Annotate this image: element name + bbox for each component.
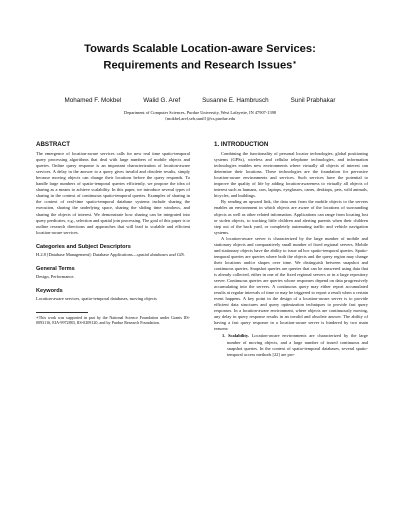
keywords-heading: Keywords xyxy=(36,287,63,294)
abstract-heading: ABSTRACT xyxy=(36,141,71,148)
categories-heading: Categories and Subject Descriptors xyxy=(36,243,131,250)
footnote: ∗This work was supported in part by the National Science Foundation under Grants IIS-0093116, EIA-9972883, IIS-0209120, and by Purdue Research Foundation. xyxy=(36,314,190,326)
affiliation-department: Department of Computer Sciences, Purdue University, West Lafayette, IN 47907-1398 xyxy=(123,110,277,115)
right-column xyxy=(214,142,368,358)
affiliation-emails: {mokbel,aref,seh,sunil}@cs.purdue.edu xyxy=(164,116,236,121)
general-terms-heading: General Terms xyxy=(36,265,75,272)
title-line-2: Requirements and Research Issues∗ xyxy=(103,59,297,72)
title-line-1: Towards Scalable Location-aware Services: xyxy=(84,43,316,55)
introduction-heading: 1. INTRODUCTION xyxy=(214,141,269,148)
list-item-text: Location-aware environments are characterized by the large number of moving objects, and a large number of issued continuous and snapshot queries. In the context of spatio-temporal databases, several spatio-temporal access methods [22] are pro- xyxy=(227,333,368,357)
author-list xyxy=(0,97,400,104)
footnote-rule xyxy=(36,312,88,313)
list-item-label: 1. Scalability. xyxy=(222,333,249,339)
reasons-list xyxy=(222,333,368,357)
author-name: Walid G. Aref xyxy=(143,97,181,104)
keywords-text: Location-aware services, spatio-temporal databases, moving objects xyxy=(36,295,157,301)
abstract-text: The emergence of location-aware services calls for new real time spatio-temporal query processing algorithms that deal with large numbers of mobile objects and queries. Online query response is an important characterization of location-aware services. A delay in the answer to a query gives invalid and obsolete results, simply because moving objects can change their locations before the query responds. To handle large numbers of spatio-temporal queries efficiently, we propose the idea of sharing as a means to achieve scalability. In this paper, we introduce several types of sharing in the context of continuous spatio-temporal queries. Examples of sharing in the context of real-time spatio-temporal database systems include sharing the execution, sharing the underlying space, sharing the sliding time windows, and sharing the objects of interest. We demonstrate how sharing can be integrated into query predicates, e.g., selection and spatial join processing. The goal of this paper is to outline research directions and approaches that will lead to scalable and efficient location-aware services. xyxy=(36,151,190,235)
paper-title xyxy=(0,42,400,73)
categories-text: H.2.8 [Database Management]: Database Applications—spatial databases and GIS. xyxy=(36,251,185,257)
intro-paragraph: By sending an upward link, the data sent from the mobile objects to the servers enables an environment in which objects are aware of the locations of surrounding objects as well as other related information. Applications can range from locating lost or stolen objects, to tracking little children and alerting parents when their children step out of the back yard, or completely automating traffic and vehicle navigation systems. xyxy=(214,199,368,235)
title-footnote-mark: ∗ xyxy=(292,60,297,66)
author-name: Sunil Prabhakar xyxy=(290,97,336,104)
left-column xyxy=(36,142,190,326)
author-name: Mohamed F. Mokbel xyxy=(64,97,122,104)
affiliation xyxy=(0,110,400,122)
general-terms-text: Design, Performance. xyxy=(36,273,75,279)
list-item xyxy=(222,333,368,357)
intro-paragraph: Combining the functionality of personal locator technologies, global positioning systems (GPSs), wireless and cellular telephone technologies, and information technologies enables new environments where virtually all objects of interest can determine their locations. These technologies are the foundation for pervasive location-aware environments and services. Such services have the potential to improve the quality of life by adding location-awareness to virtually all objects of interest such as humans, cars, laptops, eyeglasses, canes, desktops, pets, wild animals, bicycles, and buildings. xyxy=(214,151,368,199)
intro-paragraph: A location-aware server is characterized by the large number of mobile and stationary objects and comparatively small number of fixed regional servers. Mobile and stationary objects have the ability to issue ad hoc spatio-temporal queries. Spatio-temporal queries are queries where both the objects and the query region may change their locations and/or shapes over time. We distinguish between snapshot and continuous queries. Snapshot queries are queries that can be answered using data that is already collected, either in one of the fixed regional servers or in a large repository server. Continuous queries are queries whose responses depend on data progressively accumulating into the servers. A continuous query may either report accumulated results at regular intervals of time or may be triggered to report a result when a certain event happens. A key point in the design of a location-aware server is to provide efficient data structures and query optimization techniques to provide fast query responses. In a location-aware environment, where objects are continuously moving, any delay in query response results in an invalid and obsolete answer. The ability of having a fast query response in a location-aware server is hindered by two main reasons: xyxy=(214,235,368,332)
author-name: Susanne E. Hambrusch xyxy=(202,97,269,104)
